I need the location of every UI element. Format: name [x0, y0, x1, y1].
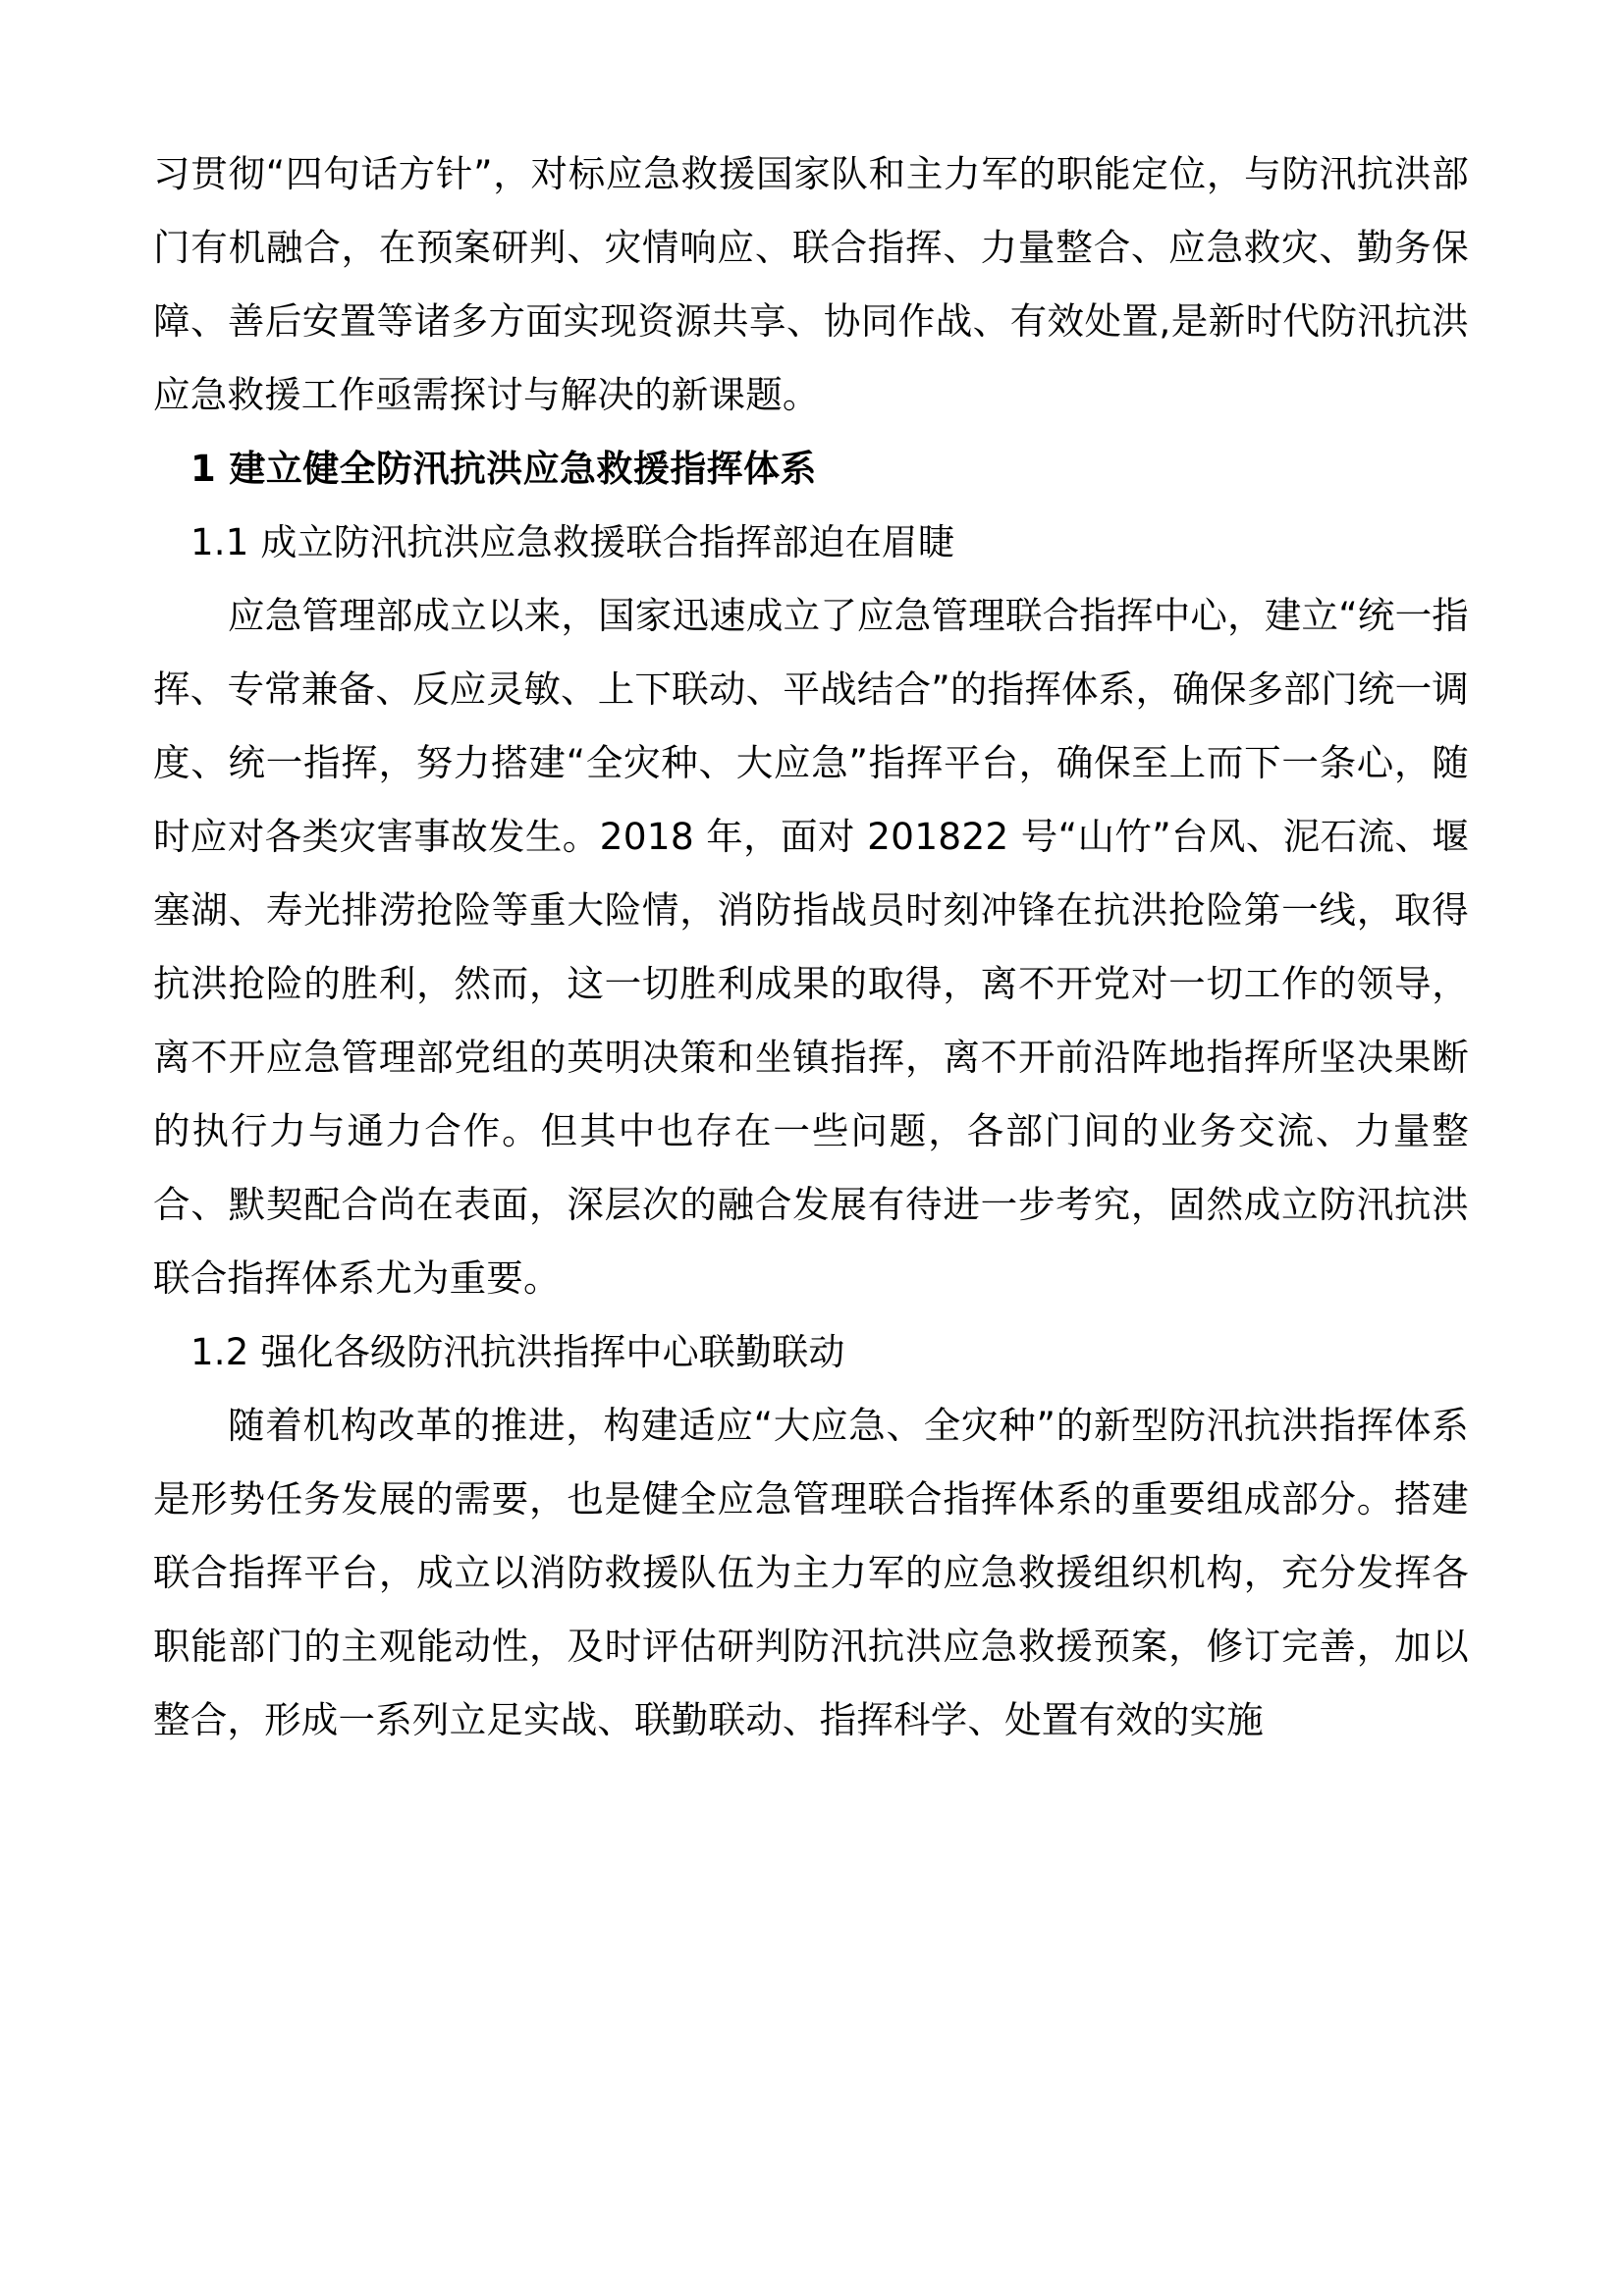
section-heading-1: 1 建立健全防汛抗洪应急救援指挥体系: [190, 448, 817, 490]
section-heading-1-1: 1.1 成立防汛抗洪应急救援联合指挥部迫在眉睫: [190, 521, 955, 563]
page-content-column: [153, 137, 1469, 1757]
body-paragraph-1-1: 应急管理部成立以来，国家迅速成立了应急管理联合指挥中心，建立“统一指挥、专常兼备、反应灵敏、上下联动、平战结合”的指挥体系，确保多部门统一调度、统一指挥，努力搭建“全灾种、大应急”指挥平台，确保至上而下一条心，随时应对各类灾害事故发生。2018 年，面对 201822 号“山竹”台风、泥石流、堰塞湖、寿光排涝抢险等重大险情，消防指战员时刻冲锋在抗洪抢险第一线，取得抗洪抢险的胜利，然而，这一切胜利成果的取得，离不开党对一切工作的领导，离不开应急管理部党组的英明决策和坐镇指挥，离不开前沿阵地指挥所坚决果断的执行力与通力合作。但其中也存在一些问题，各部门间的业务交流、力量整合、默契配合尚在表面，深层次的融合发展有待进一步考究，固然成立防汛抗洪联合指挥体系尤为重要。: [153, 594, 1469, 1300]
section-heading-1-2: 1.2 强化各级防汛抗洪指挥中心联勤联动: [190, 1331, 845, 1373]
body-paragraph-intro: 习贯彻“四句话方针”，对标应急救援国家队和主力军的职能定位，与防汛抗洪部门有机融合，在预案研判、灾情响应、联合指挥、力量整合、应急救灾、勤务保障、善后安置等诸多方面实现资源共享、协同作战、有效处置,是新时代防汛抗洪应急救援工作亟需探讨与解决的新课题。: [153, 152, 1469, 416]
body-paragraph-1-2: 随着机构改革的推进，构建适应“大应急、全灾种”的新型防汛抗洪指挥体系是形势任务发展的需要，也是健全应急管理联合指挥体系的重要组成部分。搭建联合指挥平台，成立以消防救援队伍为主力军的应急救援组织机构，充分发挥各职能部门的主观能动性，及时评估研判防汛抗洪应急救援预案，修订完善，加以整合，形成一系列立足实战、联勤联动、指挥科学、处置有效的实施: [153, 1404, 1469, 1741]
